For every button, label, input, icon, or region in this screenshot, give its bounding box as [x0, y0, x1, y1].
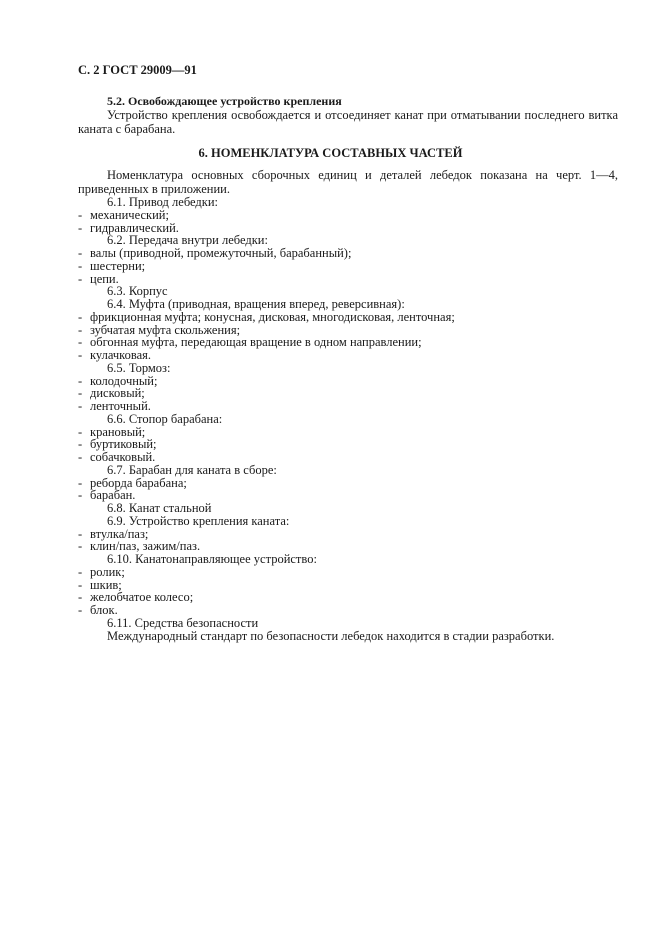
- section-5-2-text: [78, 108, 618, 136]
- list-item-text: 6.7. Барабан для каната в сборе:: [107, 462, 277, 477]
- list-item-text: 6.1. Привод лебедки:: [107, 195, 218, 209]
- nomenclature-list: [78, 196, 618, 642]
- list-dash-item: [78, 260, 618, 273]
- list-dash-item: [78, 387, 618, 400]
- list-dash-item: [78, 477, 618, 490]
- dash-marker: -: [78, 424, 83, 439]
- dash-marker: -: [78, 564, 83, 579]
- list-item-text: валы (приводной, промежуточный, барабанный);: [90, 246, 352, 260]
- list-item-text: 6.5. Тормоз:: [107, 360, 171, 375]
- dash-marker: -: [78, 488, 83, 503]
- dash-marker: -: [78, 437, 83, 452]
- list-item-text: блок.: [90, 603, 118, 617]
- list-item-text: шестерни;: [90, 258, 146, 273]
- list-item-text: буртиковый;: [90, 437, 157, 452]
- dash-marker: -: [78, 348, 83, 362]
- list-item-text: ролик;: [90, 564, 125, 579]
- list-item-text: собачковый.: [90, 450, 156, 464]
- dash-marker: -: [78, 386, 83, 401]
- list-item: [78, 413, 618, 426]
- dash-marker: -: [78, 539, 83, 554]
- list-item-text: крановый;: [90, 424, 146, 439]
- list-item-text: кулачковая.: [90, 348, 152, 362]
- list-item-text: 6.2. Передача внутри лебедки:: [107, 233, 268, 248]
- dash-marker: -: [78, 258, 83, 273]
- list-item-text: ленточный.: [90, 399, 151, 413]
- list-item-text: 6.6. Стопор барабана:: [107, 411, 223, 426]
- list-item-text: 6.9. Устройство крепления каната:: [107, 513, 290, 528]
- section-5-2-body: Устройство крепления освобождается и отсоединяет канат при отматывании последнего витка каната с барабана.: [78, 108, 618, 136]
- dash-marker: -: [78, 450, 83, 464]
- list-item: [78, 630, 618, 643]
- list-dash-item: [78, 247, 618, 260]
- dash-marker: -: [78, 526, 83, 541]
- list-item-text: 6.8. Канат стальной: [107, 501, 212, 515]
- page-header: С. 2 ГОСТ 29009—91: [78, 63, 197, 77]
- dash-marker: -: [78, 373, 83, 388]
- dash-marker: -: [78, 271, 83, 286]
- list-item-text: реборда барабана;: [90, 475, 187, 490]
- list-item: [78, 553, 618, 566]
- list-item-text: зубчатая муфта скольжения;: [90, 322, 241, 337]
- dash-marker: -: [78, 220, 83, 235]
- dash-marker: -: [78, 322, 83, 337]
- list-dash-item: [78, 566, 618, 579]
- list-item-text: клин/паз, зажим/паз.: [90, 539, 201, 554]
- list-dash-item: [78, 336, 618, 349]
- section-5-2-title: 5.2. Освобождающее устройство крепления: [107, 94, 342, 108]
- dash-marker: -: [78, 603, 83, 617]
- list-item-text: шкив;: [90, 577, 122, 592]
- list-item-text: гидравлический.: [90, 220, 179, 235]
- list-dash-item: [78, 375, 618, 388]
- list-dash-item: [78, 438, 618, 451]
- list-dash-item: [78, 591, 618, 604]
- list-item-text: барабан.: [90, 488, 136, 503]
- dash-marker: -: [78, 475, 83, 490]
- list-item: [78, 362, 618, 375]
- list-item-text: 6.11. Средства безопасности: [107, 615, 259, 630]
- dash-marker: -: [78, 246, 83, 260]
- dash-marker: -: [78, 207, 83, 222]
- list-item: [78, 515, 618, 528]
- section-6-intro: [78, 168, 618, 196]
- list-item-text: Международный стандарт по безопасности лебедок находится в стадии разработки.: [107, 628, 555, 643]
- list-item-text: обгонная муфта, передающая вращение в одном направлении;: [90, 335, 422, 350]
- section-6-title: 6. НОМЕНКЛАТУРА СОСТАВНЫХ ЧАСТЕЙ: [198, 146, 463, 160]
- list-item-text: колодочный;: [90, 373, 158, 388]
- list-item-text: 6.10. Канатонаправляющее устройство:: [107, 552, 317, 566]
- list-item-text: 6.4. Муфта (приводная, вращения вперед, реверсивная):: [107, 297, 405, 311]
- dash-marker: -: [78, 399, 83, 413]
- list-dash-item: [78, 426, 618, 439]
- dash-marker: -: [78, 309, 83, 324]
- list-item-text: фрикционная муфта; конусная, дисковая, многодисковая, ленточная;: [90, 309, 455, 324]
- dash-marker: -: [78, 335, 83, 350]
- dash-marker: -: [78, 577, 83, 592]
- list-item-text: дисковый;: [90, 386, 145, 401]
- list-item-text: механический;: [90, 207, 169, 222]
- list-item-text: цепи.: [90, 271, 119, 286]
- dash-marker: -: [78, 590, 83, 605]
- list-item-text: 6.3. Корпус: [107, 284, 168, 299]
- list-item-text: желобчатое колесо;: [90, 590, 194, 605]
- list-item-text: втулка/паз;: [90, 526, 149, 541]
- section-6-intro-text: Номенклатура основных сборочных единиц и деталей лебедок показана на черт. 1—4, приведенных в приложении.: [78, 168, 618, 196]
